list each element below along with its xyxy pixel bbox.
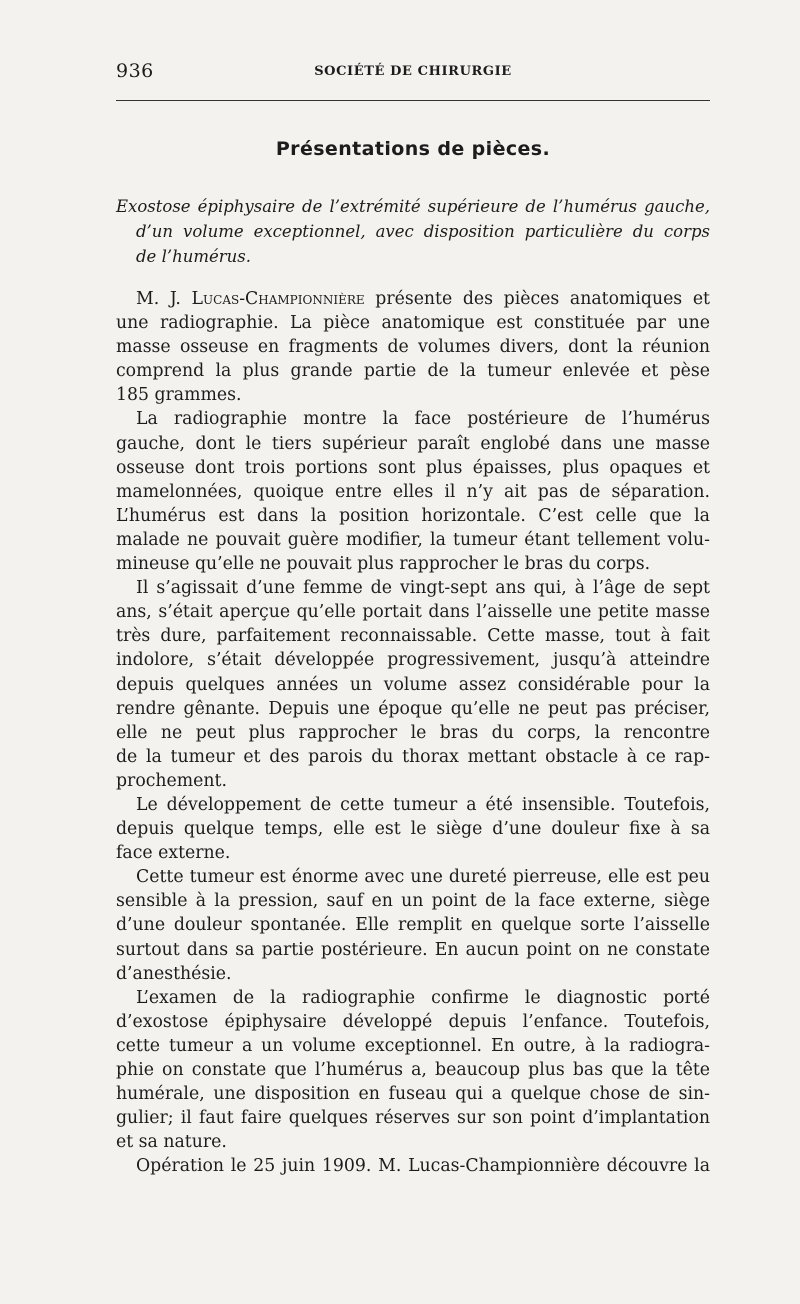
- text-line: L’examen de la radiographie confirme le diagnostic porté: [136, 987, 710, 1008]
- text-line: une radiographie. La pièce anatomique est constituée par une: [116, 313, 710, 334]
- text-line: depuis quelque temps, elle est le siège d’une douleur fixe à sa: [116, 819, 710, 840]
- text-line: elle ne peut plus rapprocher le bras du corps, la rencontre: [116, 722, 710, 743]
- text-line: L’humérus est dans la position horizontale. C’est celle que la: [116, 505, 710, 526]
- text-line: Cette tumeur est énorme avec une dureté pierreuse, elle est peu: [136, 867, 710, 888]
- text-line: et sa nature.: [116, 1132, 227, 1153]
- subtitle-line: de l’humérus.: [136, 247, 251, 266]
- text-line: d’une douleur spontanée. Elle remplit en quelque sorte l’aisselle: [116, 915, 710, 936]
- author-line: [116, 287, 710, 311]
- text-line: masse osseuse en fragments de volumes divers, dont la réunion: [116, 337, 710, 358]
- section-title: Présentations de pièces.: [275, 138, 551, 160]
- author-prefix: M. J.: [136, 289, 192, 309]
- page-number: 936: [116, 60, 154, 82]
- subtitle-line: Exostose épiphysaire de l’extrémité supérieure de l’humérus gauche,: [116, 197, 710, 216]
- running-head: SOCIÉTÉ DE CHIRURGIE: [314, 64, 512, 79]
- text-line: comprend la plus grande partie de la tumeur enlevée et pèse: [116, 361, 710, 382]
- text-line: phie on constate que l’humérus a, beaucoup plus bas que la tête: [116, 1060, 710, 1080]
- text-line: prochement.: [116, 770, 227, 791]
- text-line: indolore, s’était développée progressivement, jusqu’à atteindre: [116, 650, 710, 671]
- text-line: malade ne pouvait guère modifier, la tumeur étant tellement volu-: [116, 529, 710, 550]
- text-line: ans, s’était aperçue qu’elle portait dans l’aisselle une petite masse: [116, 602, 710, 623]
- text-line: osseuse dont trois portions sont plus épaisses, plus opaques et: [116, 457, 710, 478]
- text-line: gulier; il faut faire quelques réserves sur son point d’implantation: [116, 1108, 710, 1129]
- page-header: [116, 58, 710, 88]
- text-line: face externe.: [116, 843, 231, 864]
- text-line: Opération le 25 juin 1909. M. Lucas-Championnière découvre la: [136, 1156, 710, 1177]
- text-line: humérale, une disposition en fuseau qui a quelque chose de sin-: [116, 1084, 710, 1105]
- text-line: surtout dans sa partie postérieure. En aucun point on ne constate: [116, 939, 710, 960]
- text-line: depuis quelques années un volume assez considérable pour la: [116, 674, 710, 695]
- text-line: mineuse qu’elle ne pouvait plus rapprocher le bras du corps.: [116, 554, 651, 575]
- text-line: très dure, parfaitement reconnaissable. Cette masse, tout à fait: [116, 626, 710, 647]
- header-rule: [116, 100, 710, 101]
- text-line: d’exostose épiphysaire développé depuis l’enfance. Toutefois,: [116, 1011, 710, 1032]
- text-line: Il s’agissait d’une femme de vingt-sept ans qui, à l’âge de sept: [136, 578, 710, 599]
- text-line: sensible à la pression, sauf en un point de la face externe, siège: [116, 891, 710, 912]
- text-line: cette tumeur a un volume exceptionnel. En outre, à la radiogra-: [116, 1035, 710, 1056]
- author-name: Lucas-Championnière: [191, 289, 365, 309]
- text-line: d’anesthésie.: [116, 963, 232, 984]
- text-line: Le développement de cette tumeur a été insensible. Toutefois,: [136, 794, 710, 815]
- text-line: gauche, dont le tiers supérieur paraît englobé dans une masse: [116, 433, 710, 454]
- text-line: 185 grammes.: [116, 385, 242, 406]
- text-line: de la tumeur et des parois du thorax mettant obstacle à ce rap-: [116, 746, 710, 767]
- text-line: rendre gênante. Depuis une époque qu’elle ne peut pas préciser,: [116, 698, 710, 719]
- body-text: [116, 287, 710, 1178]
- article-subtitle: [116, 194, 710, 269]
- subtitle-line: d’un volume exceptionnel, avec disposition particulière du corps: [136, 222, 710, 241]
- text-line: La radiographie montre la face postérieure de l’humérus: [136, 409, 710, 430]
- text-line: mamelonnées, quoique entre elles il n’y ait pas de séparation.: [116, 481, 710, 502]
- author-line-rest: présente des pièces anatomiques et: [364, 289, 710, 309]
